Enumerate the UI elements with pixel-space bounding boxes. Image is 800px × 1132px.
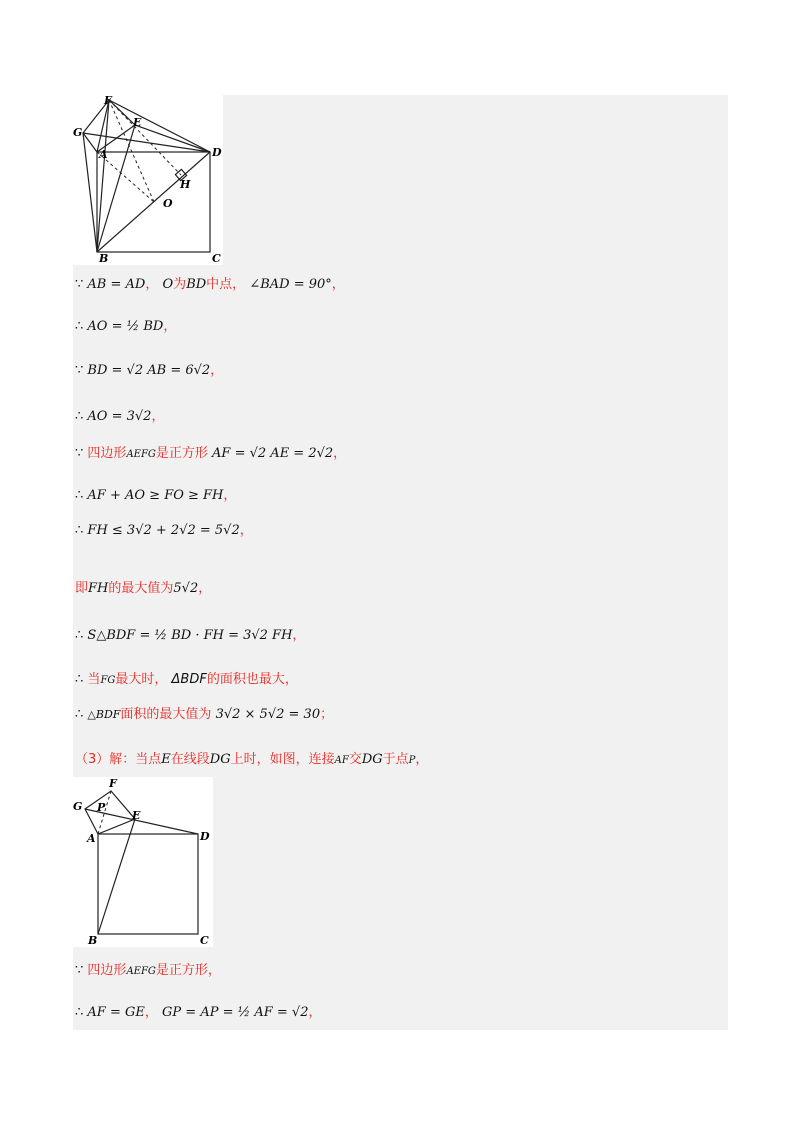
label-B: B bbox=[99, 252, 109, 265]
line-3: ∵ BD = √2 AB = 6√2， bbox=[75, 363, 224, 378]
label-C: C bbox=[212, 252, 221, 265]
fig2-label-C: C bbox=[200, 934, 209, 947]
figure-1-diagram bbox=[73, 95, 223, 265]
line-4: ∴ AO = 3√2， bbox=[75, 409, 165, 424]
fig2-label-D: D bbox=[200, 830, 210, 843]
label-G: G bbox=[73, 126, 83, 139]
label-D: D bbox=[212, 146, 222, 159]
fig2-label-G: G bbox=[73, 800, 83, 813]
label-O: O bbox=[163, 197, 173, 210]
label-H: H bbox=[180, 178, 191, 191]
line-7: ∴ FH ≤ 3√2 + 2√2 = 5√2， bbox=[75, 523, 253, 538]
line-11: ∴ △BDF面积的最大值为 3√2 × 5√2 = 30； bbox=[75, 707, 334, 722]
line-5: ∵ 四边形AEFG是正方形 AF = √2 AE = 2√2， bbox=[75, 446, 347, 461]
geometry-figure-1 bbox=[73, 95, 223, 265]
line-2: ∴ AO = ½ BD， bbox=[75, 319, 177, 334]
fig2-label-B: B bbox=[88, 934, 98, 947]
line-14: ∴ AF = GE， GP = AP = ½ AF = √2， bbox=[75, 1005, 322, 1020]
line-8: 即FH的最大值为5√2， bbox=[75, 581, 212, 596]
figure-2-diagram bbox=[73, 777, 213, 947]
line-9: ∴ S△BDF = ½ BD · FH = 3√2 FH， bbox=[75, 628, 306, 643]
fig2-label-A: A bbox=[87, 832, 96, 845]
fig2-label-E: E bbox=[132, 809, 141, 822]
line-10: ∴ 当FG最大时， ΔBDF的面积也最大， bbox=[75, 672, 298, 687]
label-A: A bbox=[99, 148, 108, 161]
line-13: ∵ 四边形AEFG是正方形， bbox=[75, 963, 221, 978]
line-6: ∴ AF + AO ≥ FO ≥ FH， bbox=[75, 488, 237, 503]
fig2-label-F: F bbox=[109, 777, 117, 790]
fig2-label-P: P bbox=[97, 801, 106, 814]
label-F: F bbox=[104, 95, 112, 107]
label-E: E bbox=[133, 116, 142, 129]
line-1: ∵ AB = AD， O为BD中点， ∠BAD = 90°， bbox=[75, 277, 345, 292]
line-12: （3）解：当点E在线段DG上时，如图，连接AF交DG于点P， bbox=[75, 752, 429, 767]
geometry-figure-2 bbox=[73, 777, 213, 947]
